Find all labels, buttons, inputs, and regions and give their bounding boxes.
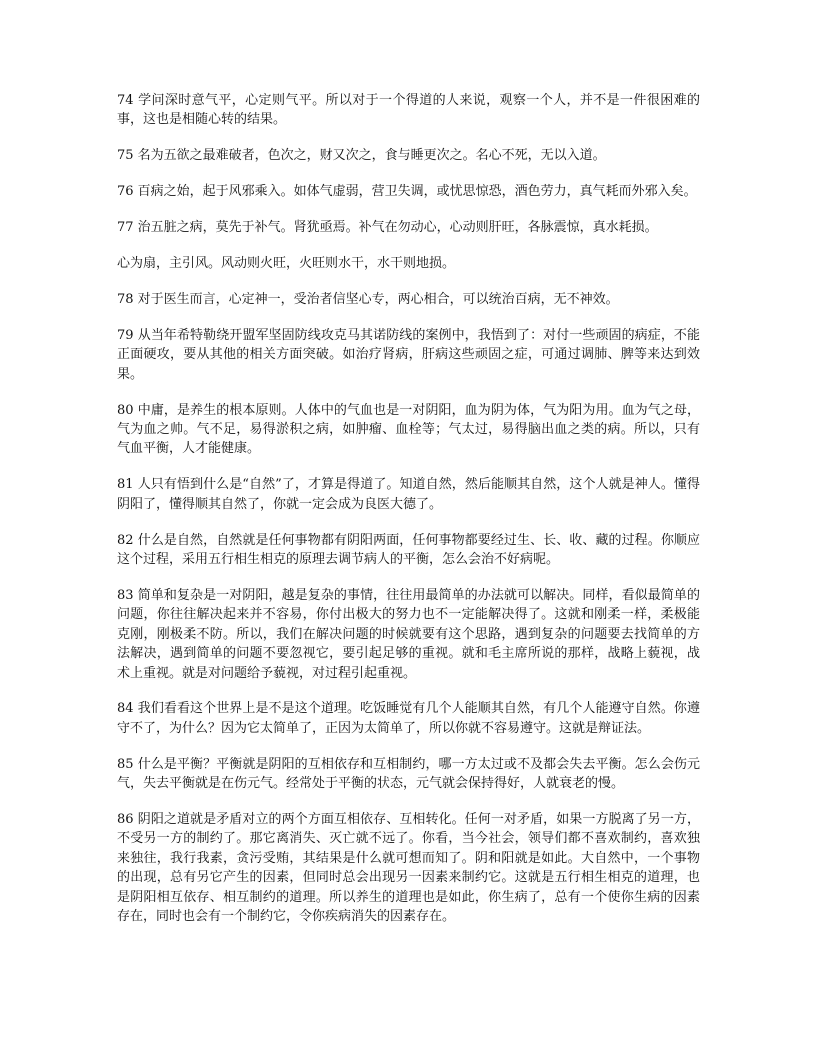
paragraph-84: 84 我们看看这个世界上是不是这个道理。吃饭睡觉有几个人能顺其自然，有几个人能遵守自然。你遵守不了，为什么？因为它太简单了，正因为太简单了，所以你就不容易遵守。这就是辩证法。 — [117, 701, 700, 736]
paragraph-79: 79 从当年希特勒绕开盟军坚固防线攻克马其诺防线的案例中，我悟到了：对付一些顽固的病症，不能正面硬攻，要从其他的相关方面突破。如治疗肾病，肝病这些顽固之症，可通过调肺、脾等来达到效果。 — [117, 327, 700, 382]
paragraph-78: 78 对于医生而言，心定神一，受治者信坚心专，两心相合，可以统治百病，无不神效。 — [117, 291, 619, 307]
paragraph-83: 83 简单和复杂是一对阴阳，越是复杂的事情，往往用最简单的办法就可以解决。同样，看似最简单的问题，你往往解决起来并不容易，你付出极大的努力也不一定能解决得了。这就和刚柔一样，柔极能克刚，刚极柔不防。所以，我们在解决问题的时候就要有这个思路，遇到复杂的问题要去找简单的方法解决，遇到简单的问题不要忽视它，要引起足够的重视。就和毛主席所说的那样，战略上藐视，战术上重视。就是对问题给予藐视，对过程引起重视。 — [117, 587, 700, 681]
paragraph-75: 75 名为五欲之最难破者，色次之，财又次之，食与睡更次之。名心不死，无以入道。 — [117, 148, 606, 164]
paragraph-74: 74 学问深时意气平，心定则气平。所以对于一个得道的人来说，观察一个人，并不是一件很困难的事，这也是相随心转的结果。 — [117, 93, 700, 128]
paragraph-82: 82 什么是自然，自然就是任何事物都有阴阳两面，任何事物都要经过生、长、收、藏的过程。你顺应这个过程，采用五行相生相克的原理去调节病人的平衡，怎么会治不好病呢。 — [117, 532, 700, 567]
document-body — [117, 91, 700, 943]
paragraph-77-continued: 心为扇，主引风。风动则火旺，火旺则水干，水干则地损。 — [117, 256, 456, 272]
paragraph-80: 80 中庸，是养生的根本原则。人体中的气血也是一对阴阳，血为阴为体，气为阳为用。血为气之母，气为血之帅。气不足，易得淤积之病，如肿瘤、血栓等；气太过，易得脑出血之类的病。所以，只有气血平衡，人才能健康。 — [117, 402, 700, 457]
paragraph-77: 77 治五脏之病，莫先于补气。肾犹亟焉。补气在勿动心，心动则肝旺，各脉震惊，真水耗损。 — [117, 220, 658, 236]
paragraph-85: 85 什么是平衡？平衡就是阴阳的互相依存和互相制约，哪一方太过或不及都会失去平衡。怎么会伤元气，失去平衡就是在伤元气。经常处于平衡的状态，元气就会保持得好，人就衰老的慢。 — [117, 756, 700, 792]
paragraph-76: 76 百病之始，起于风邪乘入。如体气虚弱，营卫失调，或忧思惊恐，酒色劳力，真气耗而外邪入矣。 — [117, 184, 697, 200]
paragraph-81: 81 人只有悟到什么是“自然”了，才算是得道了。知道自然，然后能顺其自然，这个人就是神人。懂得阴阳了，懂得顺其自然了，你就一定会成为良医大德了。 — [117, 477, 700, 512]
paragraph-86: 86 阴阳之道就是矛盾对立的两个方面互相依存、互相转化。任何一对矛盾，如果一方脱离了另一方，不受另一方的制约了。那它离消失、灭亡就不远了。你看，当今社会，领导们都不喜欢制约，喜欢独来独往，我行我素，贪污受贿，其结果是什么就可想而知了。阴和阳就是如此。大自然中，一个事物的出现，总有另它产生的因素，但同时总会出现另一因素来制约它。这就是五行相生相克的道理，也是阴阳相互依存、相互制约的道理。所以养生的道理也是如此，你生病了，总有一个使你生病的因素存在，同时也会有一个制约它，令你疾病消失的因素存在。 — [117, 812, 700, 925]
